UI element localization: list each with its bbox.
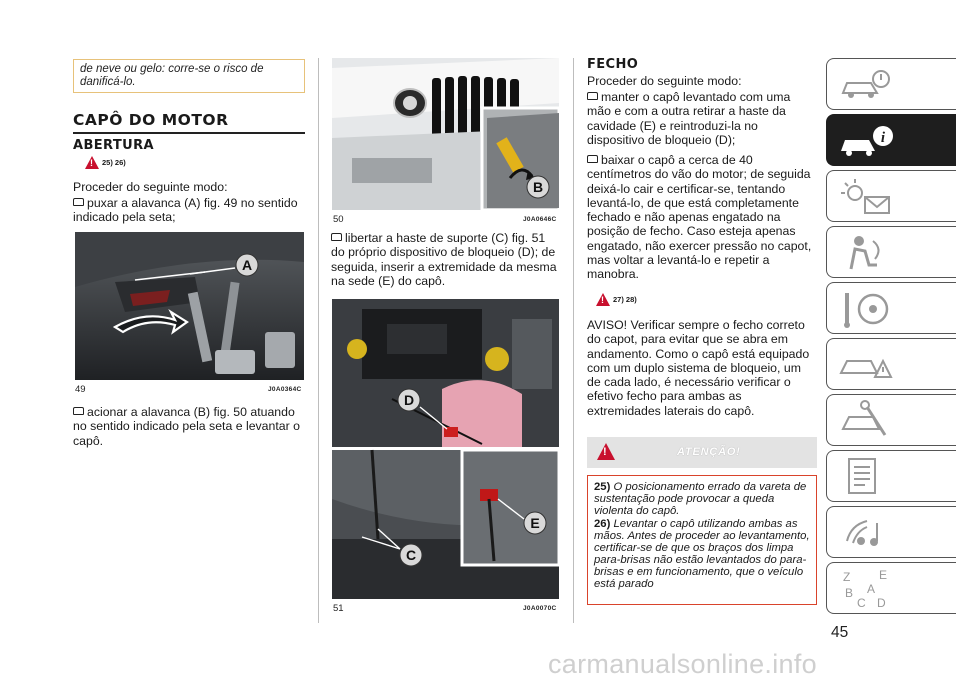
- hood-release-illustration: [332, 58, 559, 210]
- tab-steering-wheel[interactable]: [826, 282, 956, 334]
- car-bullet-icon: [73, 407, 84, 415]
- callout-a: A: [241, 257, 253, 273]
- figure-51-photo: [332, 299, 559, 599]
- fecho-step-1: [587, 90, 817, 147]
- figure-50-code: J0A0646C: [523, 216, 557, 223]
- tab-media[interactable]: [826, 506, 956, 558]
- callout-e: E: [530, 515, 540, 531]
- light-mail-icon: [837, 175, 897, 219]
- warning-icon: [596, 293, 610, 306]
- car-bullet-icon: [587, 155, 598, 163]
- tab-index-letters[interactable]: [826, 562, 956, 614]
- step-text: manter o capô levantado com uma mão e com a outra retirar a haste da cavidade (E) e reintroduzi-la no dispositivo de bloqueio (D);: [587, 90, 791, 147]
- car-emergency-icon: [837, 343, 897, 387]
- pedal-area-illustration: [75, 232, 304, 380]
- car-bullet-icon: [331, 233, 342, 241]
- abertura-step-2: [73, 405, 305, 448]
- svg-text:A: A: [867, 582, 876, 596]
- seat-airbag-icon: [837, 231, 897, 275]
- step-text: libertar a haste de suporte (C) fig. 51 do próprio dispositivo de bloqueio (D); de seguida, inserir a extremidade da mesma na sede (E) do capô.: [331, 231, 557, 288]
- figure-50-number: 50: [333, 214, 344, 225]
- abertura-title: ABERTURA: [73, 138, 154, 153]
- figure-51-number: 51: [333, 603, 344, 614]
- warning-icon: [85, 156, 99, 169]
- refs-text: 25) 26): [102, 158, 126, 167]
- abertura-intro: Proceder do seguinte modo:: [73, 180, 228, 194]
- fecho-aviso: AVISO! Verificar sempre o fecho correto do capot, para evitar que se abra em andamento. Como o capô está equipado com um duplo sistema de bloqueio, um de cada lado, é necessário verificar o efetivo fecho para ambas as extremidades laterais do capô.: [587, 318, 810, 418]
- section-title: CAPÔ DO MOTOR: [73, 111, 305, 134]
- fecho-step-2: [587, 153, 817, 282]
- car-warning-icon: [837, 63, 897, 107]
- figure-50-photo: [332, 58, 559, 210]
- figure-49-photo: [75, 232, 304, 380]
- figure-49-number: 49: [75, 384, 86, 395]
- index-letters-icon: [837, 567, 897, 611]
- svg-text:B: B: [845, 586, 854, 600]
- tab-car-emergency[interactable]: [826, 338, 956, 390]
- fecho-intro: Proceder do seguinte modo:: [587, 74, 742, 88]
- note-26: 26) Levantar o capô utilizando ambas as mãos. Antes de proceder ao levantamento, certificar-se de que os braços dos limpa para-brisas não estão levantados do para-brisas e em funcionamento, que o veículo está parado: [594, 518, 810, 590]
- attention-title: ATENÇÃO!: [677, 446, 741, 458]
- snow-warning-box: de neve ou gelo: corre-se o risco de danificá-lo.: [73, 59, 305, 93]
- fecho-warning-refs: [596, 293, 637, 306]
- steering-wheel-icon: [837, 287, 897, 331]
- tab-engine-tools[interactable]: [826, 394, 956, 446]
- media-icon: [837, 511, 897, 555]
- abertura-step-3: [331, 231, 561, 288]
- abertura-warning-refs: [85, 156, 126, 169]
- tab-car-info[interactable]: [826, 114, 956, 166]
- car-bullet-icon: [73, 198, 84, 206]
- step-text: acionar a alavanca (B) fig. 50 atuando no sentido indicado pela seta e levantar o capô.: [73, 405, 300, 448]
- svg-text:Z: Z: [843, 570, 851, 584]
- car-info-icon: [837, 119, 897, 163]
- tab-light-mail[interactable]: [826, 170, 956, 222]
- svg-text:C: C: [857, 596, 866, 610]
- fecho-title: FECHO: [587, 57, 639, 72]
- svg-text:i: i: [880, 130, 886, 146]
- watermark: carmanualsonline.info: [548, 649, 817, 679]
- tab-checklist[interactable]: [826, 450, 956, 502]
- figure-51-code: J0A0070C: [523, 605, 557, 612]
- refs-text: 27) 28): [613, 295, 637, 304]
- page-number: 45: [831, 624, 849, 641]
- svg-text:D: D: [877, 596, 886, 610]
- note-25: 25) O posicionamento errado da vareta de sustentação pode provocar a queda violenta do capô.: [594, 481, 807, 517]
- step-text: baixar o capô a cerca de 40 centímetros do vão do motor; de seguida deixá-lo cair e certificar-se, tentando levantá-lo, de que está completamente fechado e não apenas engatado na posição de fecho. Caso esteja apenas engatado, não exercer pressão no capot, mas voltar a levantá-lo e repetir a manobra.: [587, 153, 812, 282]
- car-bullet-icon: [587, 92, 598, 100]
- checklist-icon: [837, 455, 897, 499]
- step-text: puxar a alavanca (A) fig. 49 no sentido indicado pela seta;: [73, 196, 298, 225]
- tab-seat-airbag[interactable]: [826, 226, 956, 278]
- engine-bay-illustration: [332, 299, 559, 599]
- callout-b: B: [532, 179, 544, 195]
- attention-header: [587, 437, 817, 468]
- figure-49-code: J0A0364C: [268, 386, 302, 393]
- column-divider: [318, 58, 319, 623]
- column-divider: [573, 58, 574, 623]
- svg-text:E: E: [879, 568, 888, 582]
- warning-icon: [597, 443, 615, 460]
- callout-c: C: [405, 547, 417, 563]
- tab-car-warning[interactable]: [826, 58, 956, 110]
- abertura-step-1: [73, 196, 305, 225]
- attention-notes: [587, 475, 817, 605]
- callout-d: D: [403, 392, 415, 408]
- engine-tools-icon: [837, 399, 897, 443]
